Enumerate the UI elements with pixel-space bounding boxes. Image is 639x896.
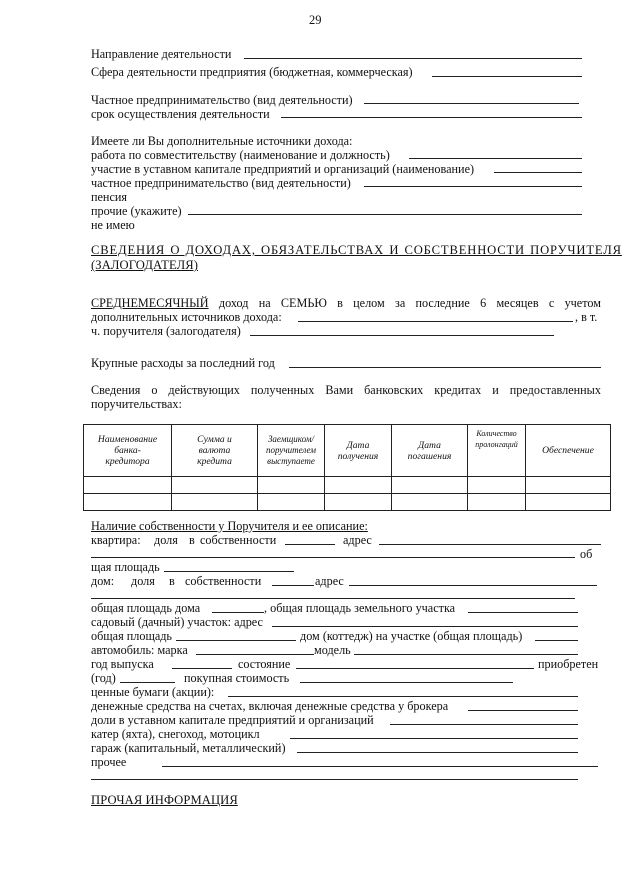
garage-line[interactable]: [297, 752, 578, 753]
kv-word: в: [189, 533, 195, 547]
extra-pension-label: пенсия: [91, 190, 127, 204]
extra-capital-line[interactable]: [494, 172, 582, 173]
field-term-label: срок осуществления деятельности: [91, 107, 270, 121]
col-bank: [84, 425, 172, 477]
dom-address-line-2[interactable]: [91, 598, 575, 599]
col-date-repaid: [392, 425, 468, 477]
table-cell[interactable]: [258, 494, 325, 511]
dom-word: в: [169, 574, 175, 588]
kv-word: доля: [154, 533, 178, 547]
extra-private-line[interactable]: [364, 186, 582, 187]
field-sphere-line[interactable]: [432, 76, 582, 77]
boat-label: катер (яхта), снегоход, мотоцикл: [91, 727, 260, 741]
kv-share-line[interactable]: [285, 544, 335, 545]
boat-line[interactable]: [290, 738, 578, 739]
income-line-2-end: , в т.: [575, 310, 598, 324]
table-cell[interactable]: [526, 494, 611, 511]
table-cell[interactable]: [172, 494, 258, 511]
col-date-repaid-line: Дата: [418, 439, 441, 451]
dacha-area-line[interactable]: [176, 640, 296, 641]
credits-intro-word: действующих: [168, 383, 240, 397]
credits-intro-word: о: [151, 383, 158, 397]
col-bank-line: Наименование: [97, 434, 158, 445]
kv-area-line[interactable]: [164, 571, 294, 572]
col-amount: [172, 425, 258, 477]
income-line-3: ч. поручителя (залогодателя): [91, 324, 241, 338]
income-guarantor-line[interactable]: [250, 335, 554, 336]
col-role-line: выступаете: [267, 456, 315, 466]
kv-address-line[interactable]: [379, 544, 601, 545]
expenses-line[interactable]: [289, 367, 601, 368]
car-year-label: год выпуска: [91, 657, 154, 671]
income-word: с: [548, 296, 555, 310]
table-cell[interactable]: [325, 494, 392, 511]
securities-label: ценные бумаги (акции):: [91, 685, 215, 699]
dom-word: собственности: [185, 574, 262, 588]
income-word: последние: [415, 296, 470, 310]
acquired-year-line[interactable]: [120, 682, 175, 683]
col-date-received: [325, 425, 392, 477]
table-row: [84, 494, 611, 511]
table-cell[interactable]: [84, 477, 172, 494]
col-amount-line: валюта: [198, 445, 231, 456]
credits-intro-word: предоставленных: [509, 383, 601, 397]
land-area-line[interactable]: [468, 612, 578, 613]
kv-word: квартира:: [91, 533, 141, 547]
car-state-line[interactable]: [296, 668, 534, 669]
field-direction-line[interactable]: [244, 58, 582, 59]
col-prolongations-line: Количество: [476, 429, 517, 438]
field-sphere-label: Сфера деятельности предприятия (бюджетная, коммерческая): [91, 65, 413, 79]
purchase-price-line[interactable]: [300, 682, 513, 683]
table-cell[interactable]: [392, 494, 468, 511]
field-direction-label: Направление деятельности: [91, 47, 232, 61]
extra-other-label: прочие (укажите): [91, 204, 182, 218]
property-title: Наличие собственности у Поручителя и ее описание:: [91, 519, 368, 533]
dom-share-line[interactable]: [272, 585, 314, 586]
table-cell[interactable]: [526, 477, 611, 494]
section-other-heading: ПРОЧАЯ ИНФОРМАЦИЯ: [91, 793, 238, 807]
income-word: СЕМЬЮ: [280, 296, 327, 310]
extra-parttime-label: работа по совместительству (наименование и должность): [91, 148, 390, 162]
income-word: в: [337, 296, 343, 310]
income-word: СРЕДНЕМЕСЯЧНЫЙ: [91, 296, 209, 310]
credits-intro-word: Вами: [325, 383, 354, 397]
page-number: 29: [309, 13, 322, 27]
col-date-received-line: Дата: [346, 439, 370, 451]
credits-intro-line-2: поручительствах:: [91, 397, 182, 411]
house-area-line[interactable]: [212, 612, 264, 613]
credits-intro-word: Сведения: [91, 383, 141, 397]
cottage-area-line[interactable]: [535, 640, 578, 641]
car-year-line[interactable]: [172, 668, 232, 669]
credits-table-header: [84, 425, 611, 477]
credits-intro-word: и: [492, 383, 499, 397]
dom-word: доля: [131, 574, 155, 588]
col-bank-line: банка-: [114, 445, 141, 456]
money-label: денежные средства на счетах, включая денежные средства у брокера: [91, 699, 449, 713]
income-word: месяцев: [496, 296, 539, 310]
field-private-business-line[interactable]: [364, 103, 579, 104]
table-cell[interactable]: [325, 477, 392, 494]
col-date-received-line: получения: [337, 450, 379, 462]
extra-other-line[interactable]: [188, 214, 582, 215]
income-word: 6: [480, 296, 487, 310]
securities-line[interactable]: [228, 696, 578, 697]
section-income-heading-2: (ЗАЛОГОДАТЕЛЯ): [91, 258, 199, 272]
table-cell[interactable]: [468, 477, 526, 494]
acquired-year-label: (год): [91, 671, 116, 685]
dacha-address-line[interactable]: [272, 626, 578, 627]
col-date-repaid-line: погашения: [407, 450, 452, 462]
extra-capital-label: участие в уставном капитале предприятий и организаций (наименование): [91, 162, 475, 176]
table-cell[interactable]: [468, 494, 526, 511]
extra-private-label: частное предпринимательство (вид деятельности): [91, 176, 351, 190]
col-role-line: Заемщиком/: [267, 434, 315, 444]
other-line-2[interactable]: [91, 779, 578, 780]
income-line-2: дополнительных источников дохода:: [91, 310, 282, 324]
dom-address-line[interactable]: [349, 585, 597, 586]
col-collateral: [526, 425, 611, 477]
credits-intro-word: банковских: [364, 383, 424, 397]
kv-word: собственности: [200, 533, 277, 547]
table-row: [84, 477, 611, 494]
section-income-heading: СВЕДЕНИЯ О ДОХОДАХ, ОБЯЗАТЕЛЬСТВАХ И СОБСТВЕННОСТИ ПОРУЧИТЕЛЯ: [91, 243, 622, 257]
extra-income-question: Имеете ли Вы дополнительные источники дохода:: [91, 134, 353, 148]
income-word: учетом: [564, 296, 601, 310]
extra-parttime-line[interactable]: [409, 158, 582, 159]
credits-table: [83, 424, 611, 511]
extra-none-label: не имею: [91, 218, 135, 232]
garage-label: гараж (капитальный, металлический): [91, 741, 286, 755]
purchase-price-label: покупная стоимость: [184, 671, 290, 685]
car-state-label: состояние: [238, 657, 291, 671]
dom-address-label: адрес: [315, 574, 344, 588]
col-amount-line: Сумма и: [197, 434, 232, 445]
kv-address-label: адрес: [343, 533, 372, 547]
col-collateral-line: Обеспечение: [542, 445, 594, 456]
other-line[interactable]: [162, 766, 598, 767]
credits-intro-line-1: [91, 383, 601, 397]
acquired-label: приобретен: [538, 657, 599, 671]
dom-word: дом:: [91, 574, 115, 588]
cottage-label: дом (коттедж) на участке (общая площадь): [300, 629, 523, 643]
income-word: за: [395, 296, 406, 310]
table-cell[interactable]: [172, 477, 258, 494]
dacha-address-label: садовый (дачный) участок: адрес: [91, 615, 263, 629]
house-area-label: общая площадь дома: [91, 601, 201, 615]
income-word: доход: [218, 296, 249, 310]
col-prolongations-line: пролонгаций: [475, 440, 518, 449]
income-line-1: [91, 296, 601, 310]
field-private-business-label: Частное предпринимательство (вид деятельности): [91, 93, 353, 107]
kv-area-label: щая площадь: [91, 560, 160, 574]
col-prolongations: [468, 425, 526, 477]
table-cell[interactable]: [392, 477, 468, 494]
dacha-area-label: общая площадь: [91, 629, 172, 643]
income-word: на: [258, 296, 271, 310]
kv-ob-label: об: [580, 547, 593, 561]
land-area-label: , общая площадь земельного участка: [264, 601, 456, 615]
car-model-line[interactable]: [354, 654, 578, 655]
money-line[interactable]: [468, 710, 578, 711]
credits-intro-word: кредитах: [434, 383, 482, 397]
table-cell[interactable]: [84, 494, 172, 511]
col-role-line: поручителем: [265, 445, 317, 455]
col-bank-line: кредитора: [105, 456, 150, 467]
expenses-label: Крупные расходы за последний год: [91, 356, 275, 370]
shares-line[interactable]: [390, 724, 578, 725]
car-model-label: модель: [314, 643, 351, 657]
field-term-line[interactable]: [281, 117, 582, 118]
car-brand-label: автомобиль: марка: [91, 643, 188, 657]
kv-address-line-2[interactable]: [91, 557, 575, 558]
table-cell[interactable]: [258, 477, 325, 494]
income-amount-line[interactable]: [298, 321, 573, 322]
credits-intro-word: полученных: [250, 383, 315, 397]
col-amount-line: кредита: [197, 456, 232, 467]
car-brand-line[interactable]: [196, 654, 314, 655]
other-label: прочее: [91, 755, 127, 769]
shares-label: доли в уставном капитале предприятий и организаций: [91, 713, 374, 727]
col-role: [258, 425, 325, 477]
income-word: целом: [353, 296, 385, 310]
